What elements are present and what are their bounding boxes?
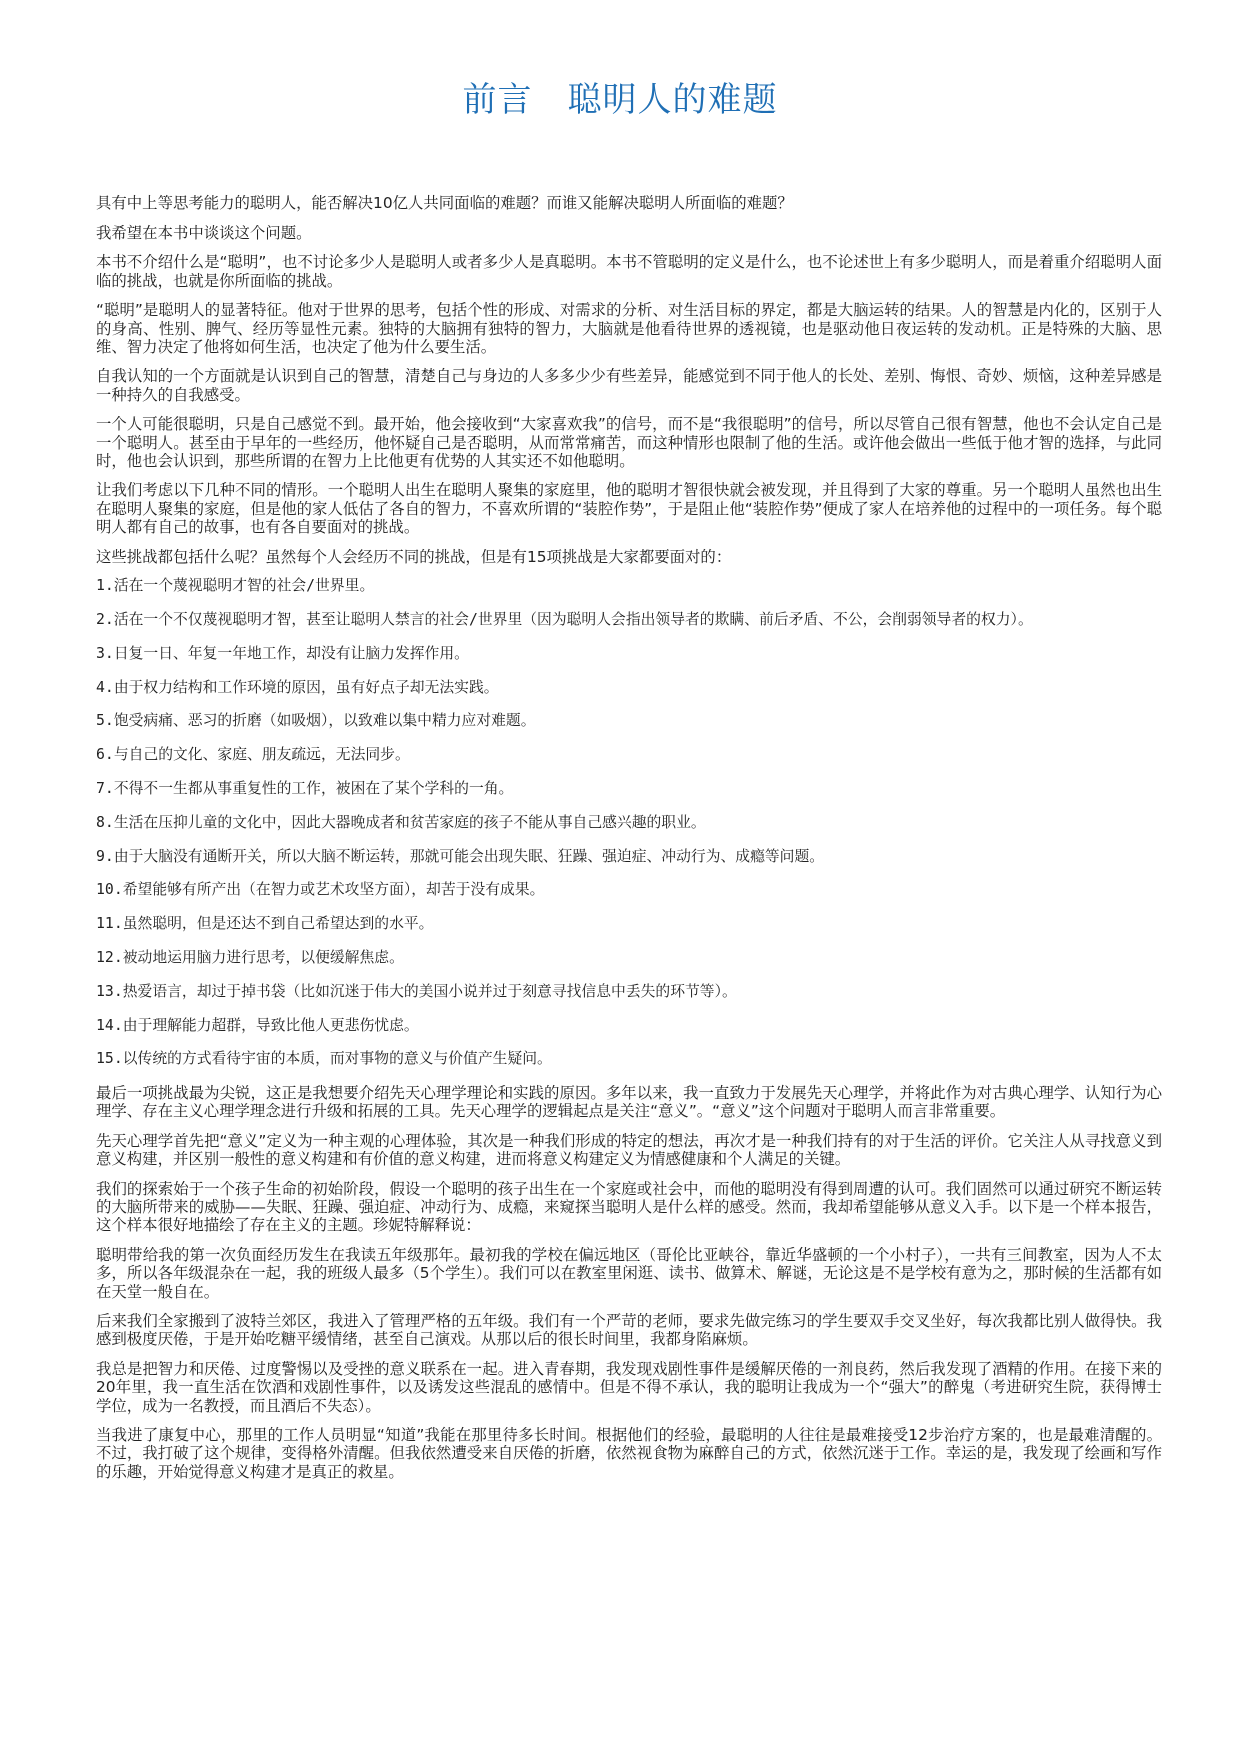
challenge-list-item: 6.与自己的文化、家庭、朋友疏远，无法同步。 xyxy=(96,746,410,764)
page-title: 前言 聪明人的难题 xyxy=(462,80,778,120)
body-paragraph: 我希望在本书中谈谈这个问题。 xyxy=(96,223,312,242)
challenge-list-item: 13.热爱语言，却过于掉书袋（比如沉迷于伟大的美国小说并过于刻意寻找信息中丢失的环节等）。 xyxy=(96,982,737,1000)
body-paragraph: 让我们考虑以下几种不同的情形。一个聪明人出生在聪明人聚集的家庭里，他的聪明才智很快就会被发现，并且得到了大家的尊重。另一个聪明人虽然也出生在聪明人聚集的家庭，但是他的家人低估了各自的智力，不喜欢所谓的“装腔作势”，于是阻止他“装腔作势”便成了家人在培养他的过程中的一项任务。每个聪明人都有自己的故事，也有各自要面对的挑战。 xyxy=(96,481,1162,536)
challenge-list-item: 7.不得不一生都从事重复性的工作，被困在了某个学科的一角。 xyxy=(96,780,514,798)
body-paragraph: “聪明”是聪明人的显著特征。他对于世界的思考，包括个性的形成、对需求的分析、对生活目标的界定，都是大脑运转的结果。人的智慧是内化的，区别于人的身高、性别、脾气、经历等显性元素。独特的大脑拥有独特的智力，大脑就是他看待世界的透视镜，也是驱动他日夜运转的发动机。正是特殊的大脑、思维、智力决定了他将如何生活，也决定了他为什么要生活。 xyxy=(96,301,1162,356)
challenge-list-item: 11.虽然聪明，但是还达不到自己希望达到的水平。 xyxy=(96,915,434,933)
challenge-list-item: 12.被动地运用脑力进行思考，以便缓解焦虑。 xyxy=(96,949,404,967)
body-paragraph: 一个人可能很聪明，只是自己感觉不到。最开始，他会接收到“大家喜欢我”的信号，而不是“我很聪明”的信号，所以尽管自己很有智慧，他也不会认定自己是一个聪明人。甚至由于早年的一些经历，他怀疑自己是否聪明，从而常常痛苦，而这种情形也限制了他的生活。或许他会做出一些低于他才智的选择，与此同时，他也会认识到，那些所谓的在智力上比他更有优势的人其实还不如他聪明。 xyxy=(96,415,1162,470)
challenge-list-item: 8.生活在压抑儿童的文化中，因此大器晚成者和贫苦家庭的孩子不能从事自己感兴趣的职业。 xyxy=(96,813,706,831)
challenge-list-item: 14.由于理解能力超群，导致比他人更悲伤忧虑。 xyxy=(96,1016,419,1034)
challenge-list-item: 15.以传统的方式看待宇宙的本质，而对事物的意义与价值产生疑问。 xyxy=(96,1050,552,1068)
challenge-list-item: 9.由于大脑没有通断开关，所以大脑不断运转，那就可能会出现失眠、狂躁、强迫症、冲动行为、成瘾等问题。 xyxy=(96,847,825,865)
body-paragraph: 我总是把智力和厌倦、过度警惕以及受挫的意义联系在一起。进入青春期，我发现戏剧性事件是缓解厌倦的一剂良药，然后我发现了酒精的作用。在接下来的20年里，我一直生活在饮酒和戏剧性事件，以及诱发这些混乱的感情中。但是不得不承认，我的聪明让我成为一个“强大”的醉鬼（考进研究生院，获得博士学位，成为一名教授，而且酒后不失态）。 xyxy=(96,1360,1162,1415)
body-paragraph: 最后一项挑战最为尖锐，这正是我想要介绍先天心理学理论和实践的原因。多年以来，我一直致力于发展先天心理学，并将此作为对古典心理学、认知行为心理学、存在主义心理学理念进行升级和拓展的工具。先天心理学的逻辑起点是关注“意义”。“意义”这个问题对于聪明人而言非常重要。 xyxy=(96,1084,1162,1121)
challenge-list-item: 2.活在一个不仅蔑视聪明才智，甚至让聪明人禁言的社会/世界里（因为聪明人会指出领导者的欺瞒、前后矛盾、不公，会削弱领导者的权力）。 xyxy=(96,611,1033,629)
body-paragraph: 这些挑战都包括什么呢？虽然每个人会经历不同的挑战，但是有15项挑战是大家都要面对的： xyxy=(96,547,732,566)
document-body xyxy=(96,194,1162,1492)
body-paragraph: 后来我们全家搬到了波特兰郊区，我进入了管理严格的五年级。我们有一个严苛的老师，要求先做完练习的学生要双手交叉坐好，每次我都比别人做得快。我感到极度厌倦，于是开始吃糖平缓情绪，甚至自己演戏。从那以后的很长时间里，我都身陷麻烦。 xyxy=(96,1312,1162,1349)
body-paragraph: 当我进了康复中心，那里的工作人员明显“知道”我能在那里待多长时间。根据他们的经验，最聪明的人往往是最难接受12步治疗方案的，也是最难清醒的。不过，我打破了这个规律，变得格外清醒。但我依然遭受来自厌倦的折磨，依然视食物为麻醉自己的方式，依然沉迷于工作。幸运的是，我发现了绘画和写作的乐趣，开始觉得意义构建才是真正的救星。 xyxy=(96,1426,1162,1481)
body-paragraph: 本书不介绍什么是“聪明”，也不讨论多少人是聪明人或者多少人是真聪明。本书不管聪明的定义是什么，也不论述世上有多少聪明人，而是着重介绍聪明人面临的挑战，也就是你所面临的挑战。 xyxy=(96,253,1162,290)
challenge-list-item: 10.希望能够有所产出（在智力或艺术攻坚方面），却苦于没有成果。 xyxy=(96,881,545,899)
challenge-list-item: 5.饱受病痛、恶习的折磨（如吸烟），以致难以集中精力应对难题。 xyxy=(96,712,536,730)
body-paragraph: 聪明带给我的第一次负面经历发生在我读五年级那年。最初我的学校在偏远地区（哥伦比亚峡谷，靠近华盛顿的一个小村子），一共有三间教室，因为人不太多，所以各年级混杂在一起，我的班级人最多（5个学生）。我们可以在教室里闲逛、读书、做算术、解谜，无论这是不是学校有意为之，那时候的生活都有如在天堂一般自在。 xyxy=(96,1246,1162,1301)
body-paragraph: 我们的探索始于一个孩子生命的初始阶段，假设一个聪明的孩子出生在一个家庭或社会中，而他的聪明没有得到周遭的认可。我们固然可以通过研究不断运转的大脑所带来的威胁——失眠、狂躁、强迫症、冲动行为、成瘾，来窥探当聪明人是什么样的感受。然而，我却希望能够从意义入手。以下是一个样本报告，这个样本很好地描绘了存在主义的主题。珍妮特解释说： xyxy=(96,1180,1162,1235)
challenge-list-item: 3.日复一日、年复一年地工作，却没有让脑力发挥作用。 xyxy=(96,644,469,662)
challenge-list-item: 4.由于权力结构和工作环境的原因，虽有好点子却无法实践。 xyxy=(96,678,499,696)
body-paragraph: 具有中上等思考能力的聪明人，能否解决10亿人共同面临的难题？而谁又能解决聪明人所面临的难题？ xyxy=(96,194,793,212)
body-paragraph: 先天心理学首先把“意义”定义为一种主观的心理体验，其次是一种我们形成的特定的想法，再次才是一种我们持有的对于生活的评价。它关注人从寻找意义到意义构建，并区别一般性的意义构建和有价值的意义构建，进而将意义构建定义为情感健康和个人满足的关键。 xyxy=(96,1132,1162,1169)
challenge-list-item: 1.活在一个蔑视聪明才智的社会/世界里。 xyxy=(96,577,375,595)
body-paragraph: 自我认知的一个方面就是认识到自己的智慧，清楚自己与身边的人多多少少有些差异，能感觉到不同于他人的长处、差别、悔恨、奇妙、烦恼，这种差异感是一种持久的自我感受。 xyxy=(96,367,1162,404)
